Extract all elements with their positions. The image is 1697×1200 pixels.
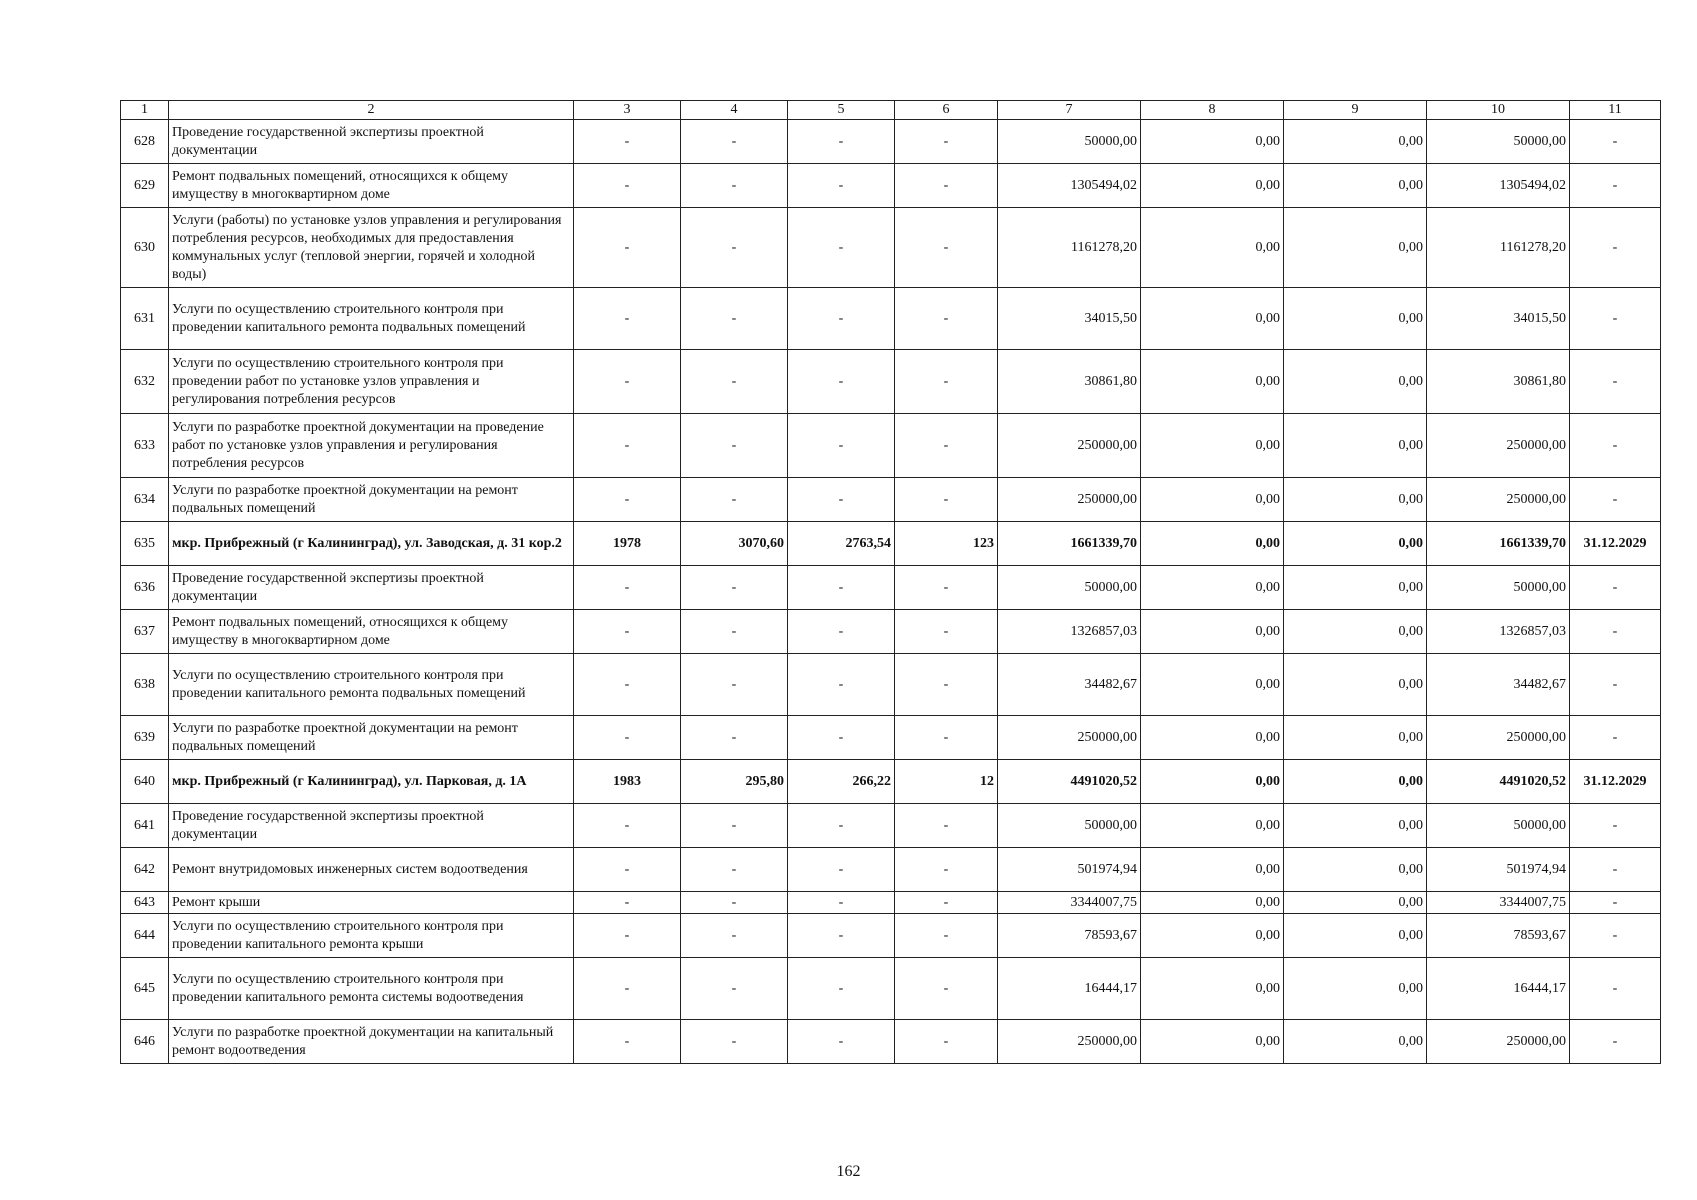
owner-funds-cell: 501974,94: [1427, 848, 1570, 892]
residents-count-cell: -: [895, 120, 998, 164]
residential-area-cell: 266,22: [788, 760, 895, 804]
federal-funds-cell: 0,00: [1141, 610, 1284, 654]
regional-funds-cell: 0,00: [1284, 958, 1427, 1020]
federal-funds-cell: 0,00: [1141, 914, 1284, 958]
year-built-cell: -: [574, 478, 681, 522]
completion-date-cell: -: [1570, 350, 1661, 414]
work-description-cell: Ремонт крыши: [169, 892, 574, 914]
work-item-row: [121, 1020, 1661, 1064]
work-description-cell: Услуги по осуществлению строительного контроля при проведении капитального ремонта подвальных помещений: [169, 288, 574, 350]
total-area-cell: -: [681, 716, 788, 760]
work-item-row: [121, 288, 1661, 350]
total-cost-cell: 30861,80: [998, 350, 1141, 414]
residential-area-cell: -: [788, 654, 895, 716]
work-description-cell: Проведение государственной экспертизы проектной документации: [169, 804, 574, 848]
year-built-cell: -: [574, 414, 681, 478]
total-area-cell: -: [681, 914, 788, 958]
residents-count-cell: -: [895, 350, 998, 414]
residential-area-cell: -: [788, 120, 895, 164]
federal-funds-cell: 0,00: [1141, 522, 1284, 566]
work-description-cell: Услуги по разработке проектной документации на ремонт подвальных помещений: [169, 478, 574, 522]
residential-area-cell: -: [788, 958, 895, 1020]
total-cost-cell: 4491020,52: [998, 760, 1141, 804]
residential-area-cell: 2763,54: [788, 522, 895, 566]
regional-funds-cell: 0,00: [1284, 350, 1427, 414]
completion-date-cell: 31.12.2029: [1570, 522, 1661, 566]
row-number-cell: 642: [121, 848, 169, 892]
residents-count-cell: -: [895, 654, 998, 716]
address-row: [121, 522, 1661, 566]
year-built-cell: -: [574, 120, 681, 164]
year-built-cell: -: [574, 804, 681, 848]
work-description-cell: мкр. Прибрежный (г Калининград), ул. Заводская, д. 31 кор.2: [169, 522, 574, 566]
total-area-cell: 295,80: [681, 760, 788, 804]
work-item-row: [121, 566, 1661, 610]
residents-count-cell: -: [895, 892, 998, 914]
regional-funds-cell: 0,00: [1284, 848, 1427, 892]
federal-funds-cell: 0,00: [1141, 848, 1284, 892]
row-number-cell: 637: [121, 610, 169, 654]
residents-count-cell: -: [895, 716, 998, 760]
row-number-cell: 630: [121, 208, 169, 288]
total-cost-cell: 78593,67: [998, 914, 1141, 958]
total-cost-cell: 16444,17: [998, 958, 1141, 1020]
total-area-cell: -: [681, 892, 788, 914]
total-area-cell: -: [681, 208, 788, 288]
document-page: [120, 100, 1660, 1064]
total-cost-cell: 250000,00: [998, 478, 1141, 522]
owner-funds-cell: 50000,00: [1427, 566, 1570, 610]
address-row: [121, 760, 1661, 804]
year-built-cell: -: [574, 716, 681, 760]
total-cost-cell: 1161278,20: [998, 208, 1141, 288]
work-item-row: [121, 716, 1661, 760]
owner-funds-cell: 4491020,52: [1427, 760, 1570, 804]
residents-count-cell: 123: [895, 522, 998, 566]
regional-funds-cell: 0,00: [1284, 566, 1427, 610]
total-cost-cell: 50000,00: [998, 566, 1141, 610]
residents-count-cell: -: [895, 610, 998, 654]
work-item-row: [121, 610, 1661, 654]
owner-funds-cell: 1326857,03: [1427, 610, 1570, 654]
completion-date-cell: -: [1570, 414, 1661, 478]
regional-funds-cell: 0,00: [1284, 804, 1427, 848]
page-number: 162: [836, 1163, 861, 1180]
row-number-cell: 638: [121, 654, 169, 716]
federal-funds-cell: 0,00: [1141, 716, 1284, 760]
total-cost-cell: 250000,00: [998, 1020, 1141, 1064]
total-cost-cell: 34482,67: [998, 654, 1141, 716]
header-cell: 6: [895, 101, 998, 120]
header-cell: 2: [169, 101, 574, 120]
year-built-cell: -: [574, 958, 681, 1020]
header-cell: 3: [574, 101, 681, 120]
federal-funds-cell: 0,00: [1141, 760, 1284, 804]
total-cost-cell: 50000,00: [998, 804, 1141, 848]
total-cost-cell: 501974,94: [998, 848, 1141, 892]
row-number-cell: 646: [121, 1020, 169, 1064]
row-number-cell: 633: [121, 414, 169, 478]
row-number-cell: 641: [121, 804, 169, 848]
row-number-cell: 632: [121, 350, 169, 414]
year-built-cell: -: [574, 350, 681, 414]
total-cost-cell: 3344007,75: [998, 892, 1141, 914]
owner-funds-cell: 78593,67: [1427, 914, 1570, 958]
federal-funds-cell: 0,00: [1141, 414, 1284, 478]
completion-date-cell: -: [1570, 958, 1661, 1020]
work-item-row: [121, 958, 1661, 1020]
work-item-row: [121, 892, 1661, 914]
owner-funds-cell: 3344007,75: [1427, 892, 1570, 914]
table-body: [121, 101, 1661, 1064]
total-area-cell: -: [681, 350, 788, 414]
residents-count-cell: -: [895, 566, 998, 610]
row-number-cell: 643: [121, 892, 169, 914]
total-cost-cell: 250000,00: [998, 414, 1141, 478]
total-area-cell: -: [681, 120, 788, 164]
regional-funds-cell: 0,00: [1284, 414, 1427, 478]
year-built-cell: -: [574, 892, 681, 914]
work-description-cell: Проведение государственной экспертизы проектной документации: [169, 120, 574, 164]
federal-funds-cell: 0,00: [1141, 350, 1284, 414]
residential-area-cell: -: [788, 892, 895, 914]
year-built-cell: -: [574, 164, 681, 208]
row-number-cell: 644: [121, 914, 169, 958]
residents-count-cell: -: [895, 1020, 998, 1064]
completion-date-cell: -: [1570, 716, 1661, 760]
work-description-cell: Услуги по осуществлению строительного контроля при проведении капитального ремонта системы водоотведения: [169, 958, 574, 1020]
residential-area-cell: -: [788, 1020, 895, 1064]
year-built-cell: -: [574, 208, 681, 288]
total-area-cell: -: [681, 958, 788, 1020]
residential-area-cell: -: [788, 804, 895, 848]
total-area-cell: -: [681, 478, 788, 522]
work-item-row: [121, 478, 1661, 522]
residents-count-cell: -: [895, 288, 998, 350]
residential-area-cell: -: [788, 414, 895, 478]
completion-date-cell: -: [1570, 914, 1661, 958]
header-cell: 8: [1141, 101, 1284, 120]
completion-date-cell: 31.12.2029: [1570, 760, 1661, 804]
row-number-cell: 639: [121, 716, 169, 760]
work-description-cell: Услуги по разработке проектной документации на проведение работ по установке узлов управления и регулирования потребления ресурсов: [169, 414, 574, 478]
work-item-row: [121, 848, 1661, 892]
row-number-cell: 645: [121, 958, 169, 1020]
residential-area-cell: -: [788, 566, 895, 610]
owner-funds-cell: 34482,67: [1427, 654, 1570, 716]
regional-funds-cell: 0,00: [1284, 1020, 1427, 1064]
completion-date-cell: -: [1570, 654, 1661, 716]
residential-area-cell: -: [788, 350, 895, 414]
total-area-cell: -: [681, 610, 788, 654]
total-area-cell: -: [681, 414, 788, 478]
owner-funds-cell: 50000,00: [1427, 120, 1570, 164]
residents-count-cell: -: [895, 414, 998, 478]
regional-funds-cell: 0,00: [1284, 610, 1427, 654]
total-cost-cell: 50000,00: [998, 120, 1141, 164]
owner-funds-cell: 250000,00: [1427, 1020, 1570, 1064]
header-cell: 9: [1284, 101, 1427, 120]
work-description-cell: Ремонт подвальных помещений, относящихся к общему имуществу в многоквартирном доме: [169, 164, 574, 208]
total-area-cell: -: [681, 288, 788, 350]
total-area-cell: -: [681, 164, 788, 208]
owner-funds-cell: 1661339,70: [1427, 522, 1570, 566]
residential-area-cell: -: [788, 288, 895, 350]
header-cell: 10: [1427, 101, 1570, 120]
work-item-row: [121, 654, 1661, 716]
residential-area-cell: -: [788, 610, 895, 654]
owner-funds-cell: 30861,80: [1427, 350, 1570, 414]
row-number-cell: 634: [121, 478, 169, 522]
completion-date-cell: -: [1570, 1020, 1661, 1064]
federal-funds-cell: 0,00: [1141, 1020, 1284, 1064]
residents-count-cell: -: [895, 804, 998, 848]
residents-count-cell: -: [895, 914, 998, 958]
owner-funds-cell: 16444,17: [1427, 958, 1570, 1020]
residents-count-cell: -: [895, 164, 998, 208]
owner-funds-cell: 250000,00: [1427, 716, 1570, 760]
residential-area-cell: -: [788, 164, 895, 208]
column-number-row: [121, 101, 1661, 120]
completion-date-cell: -: [1570, 566, 1661, 610]
regional-funds-cell: 0,00: [1284, 288, 1427, 350]
residential-area-cell: -: [788, 914, 895, 958]
work-item-row: [121, 120, 1661, 164]
work-item-row: [121, 804, 1661, 848]
regional-funds-cell: 0,00: [1284, 522, 1427, 566]
work-item-row: [121, 414, 1661, 478]
row-number-cell: 631: [121, 288, 169, 350]
regional-funds-cell: 0,00: [1284, 478, 1427, 522]
work-item-row: [121, 164, 1661, 208]
completion-date-cell: -: [1570, 610, 1661, 654]
work-description-cell: Ремонт внутридомовых инженерных систем водоотведения: [169, 848, 574, 892]
completion-date-cell: -: [1570, 804, 1661, 848]
federal-funds-cell: 0,00: [1141, 566, 1284, 610]
row-number-cell: 635: [121, 522, 169, 566]
year-built-cell: -: [574, 610, 681, 654]
federal-funds-cell: 0,00: [1141, 120, 1284, 164]
work-item-row: [121, 350, 1661, 414]
owner-funds-cell: 34015,50: [1427, 288, 1570, 350]
completion-date-cell: -: [1570, 892, 1661, 914]
work-description-cell: Услуги по разработке проектной документации на ремонт подвальных помещений: [169, 716, 574, 760]
total-area-cell: 3070,60: [681, 522, 788, 566]
residents-count-cell: -: [895, 478, 998, 522]
header-cell: 7: [998, 101, 1141, 120]
year-built-cell: -: [574, 1020, 681, 1064]
header-cell: 11: [1570, 101, 1661, 120]
total-area-cell: -: [681, 848, 788, 892]
row-number-cell: 628: [121, 120, 169, 164]
total-cost-cell: 250000,00: [998, 716, 1141, 760]
row-number-cell: 629: [121, 164, 169, 208]
completion-date-cell: -: [1570, 478, 1661, 522]
regional-funds-cell: 0,00: [1284, 654, 1427, 716]
row-number-cell: 636: [121, 566, 169, 610]
owner-funds-cell: 50000,00: [1427, 804, 1570, 848]
total-area-cell: -: [681, 654, 788, 716]
header-cell: 4: [681, 101, 788, 120]
work-description-cell: Услуги по осуществлению строительного контроля при проведении работ по установке узлов управления и регулирования потребления ресурсов: [169, 350, 574, 414]
federal-funds-cell: 0,00: [1141, 478, 1284, 522]
year-built-cell: 1978: [574, 522, 681, 566]
residents-count-cell: -: [895, 208, 998, 288]
total-area-cell: -: [681, 566, 788, 610]
residents-count-cell: 12: [895, 760, 998, 804]
total-area-cell: -: [681, 1020, 788, 1064]
federal-funds-cell: 0,00: [1141, 164, 1284, 208]
year-built-cell: 1983: [574, 760, 681, 804]
year-built-cell: -: [574, 654, 681, 716]
owner-funds-cell: 1161278,20: [1427, 208, 1570, 288]
work-item-row: [121, 914, 1661, 958]
year-built-cell: -: [574, 288, 681, 350]
regional-funds-cell: 0,00: [1284, 164, 1427, 208]
residential-area-cell: -: [788, 208, 895, 288]
residents-count-cell: -: [895, 848, 998, 892]
owner-funds-cell: 250000,00: [1427, 478, 1570, 522]
total-cost-cell: 1661339,70: [998, 522, 1141, 566]
work-description-cell: Услуги по осуществлению строительного контроля при проведении капитального ремонта подвальных помещений: [169, 654, 574, 716]
work-description-cell: мкр. Прибрежный (г Калининград), ул. Парковая, д. 1А: [169, 760, 574, 804]
work-description-cell: Проведение государственной экспертизы проектной документации: [169, 566, 574, 610]
completion-date-cell: -: [1570, 208, 1661, 288]
work-item-row: [121, 208, 1661, 288]
work-description-cell: Услуги по осуществлению строительного контроля при проведении капитального ремонта крыши: [169, 914, 574, 958]
residential-area-cell: -: [788, 478, 895, 522]
regional-funds-cell: 0,00: [1284, 892, 1427, 914]
residential-area-cell: -: [788, 716, 895, 760]
regional-funds-cell: 0,00: [1284, 760, 1427, 804]
year-built-cell: -: [574, 566, 681, 610]
header-cell: 1: [121, 101, 169, 120]
residential-area-cell: -: [788, 848, 895, 892]
regional-funds-cell: 0,00: [1284, 208, 1427, 288]
federal-funds-cell: 0,00: [1141, 892, 1284, 914]
owner-funds-cell: 1305494,02: [1427, 164, 1570, 208]
federal-funds-cell: 0,00: [1141, 288, 1284, 350]
work-description-cell: Услуги (работы) по установке узлов управления и регулирования потребления ресурсов, необходимых для предоставления коммунальных услуг (тепловой энергии, горячей и холодной воды): [169, 208, 574, 288]
regional-funds-cell: 0,00: [1284, 914, 1427, 958]
regional-funds-cell: 0,00: [1284, 120, 1427, 164]
owner-funds-cell: 250000,00: [1427, 414, 1570, 478]
federal-funds-cell: 0,00: [1141, 654, 1284, 716]
federal-funds-cell: 0,00: [1141, 208, 1284, 288]
regional-funds-cell: 0,00: [1284, 716, 1427, 760]
total-cost-cell: 34015,50: [998, 288, 1141, 350]
work-description-cell: Услуги по разработке проектной документации на капитальный ремонт водоотведения: [169, 1020, 574, 1064]
completion-date-cell: -: [1570, 288, 1661, 350]
year-built-cell: -: [574, 914, 681, 958]
year-built-cell: -: [574, 848, 681, 892]
row-number-cell: 640: [121, 760, 169, 804]
work-description-cell: Ремонт подвальных помещений, относящихся к общему имуществу в многоквартирном доме: [169, 610, 574, 654]
federal-funds-cell: 0,00: [1141, 804, 1284, 848]
federal-funds-cell: 0,00: [1141, 958, 1284, 1020]
total-cost-cell: 1326857,03: [998, 610, 1141, 654]
completion-date-cell: -: [1570, 848, 1661, 892]
residents-count-cell: -: [895, 958, 998, 1020]
header-cell: 5: [788, 101, 895, 120]
completion-date-cell: -: [1570, 164, 1661, 208]
total-cost-cell: 1305494,02: [998, 164, 1141, 208]
completion-date-cell: -: [1570, 120, 1661, 164]
total-area-cell: -: [681, 804, 788, 848]
capital-repair-table: [120, 100, 1661, 1064]
